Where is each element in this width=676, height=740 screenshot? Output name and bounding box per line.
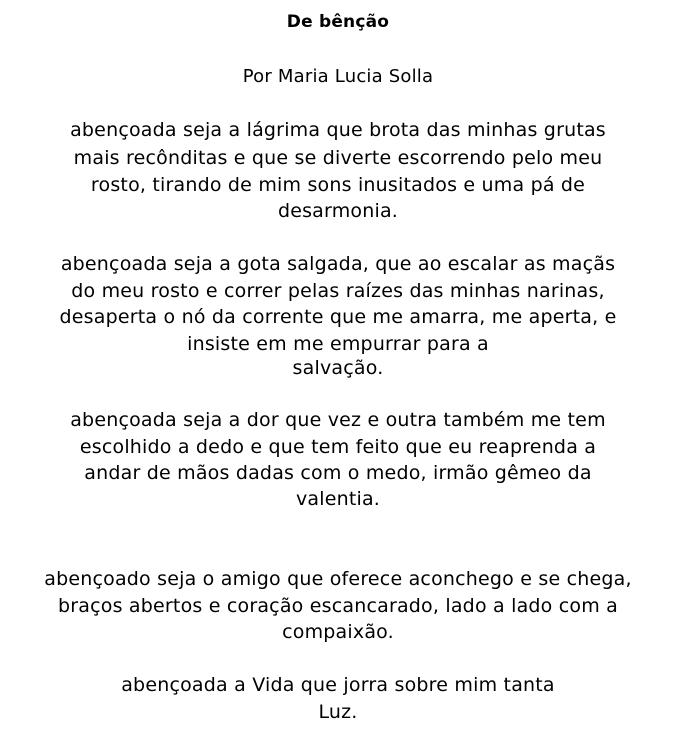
- stanza-3-line-2: escolhido a dedo e que tem feito que eu reaprenda a: [79, 436, 597, 458]
- stanza-2-line-5: salvação.: [292, 357, 384, 379]
- stanza-2-line-1: abençoada seja a gota salgada, que ao escalar as maçãs: [60, 253, 616, 275]
- poem-author: Por Maria Lucia Solla: [242, 66, 434, 87]
- stanza-1-line-1: abençoada seja a lágrima que brota das minhas grutas: [70, 119, 606, 141]
- stanza-3-line-3: andar de mãos dadas com o medo, irmão gêmeo da: [84, 462, 592, 484]
- stanza-1-line-3: rosto, tirando de mim sons inusitados e uma pá de: [90, 174, 586, 196]
- stanza-3-line-1: abençoada seja a dor que vez e outra também me tem: [70, 409, 606, 431]
- stanza-2-line-3: desaperta o nó da corrente que me amarra, me aperta, e: [59, 306, 617, 328]
- stanza-4-line-3: compaixão.: [282, 621, 394, 643]
- stanza-3-line-4: valentia.: [295, 488, 381, 510]
- poem-title: De bênção: [286, 12, 390, 32]
- stanza-2-line-2: do meu rosto e correr pelas raízes das minhas narinas,: [71, 280, 605, 302]
- stanza-4-line-1: abençoado seja o amigo que oferece aconchego e se chega,: [44, 568, 632, 590]
- stanza-2-line-4: insiste em me empurrar para a: [187, 333, 489, 355]
- stanza-1-line-4: desarmonia.: [277, 200, 399, 222]
- stanza-4-line-2: braços abertos e coração escancarado, lado a lado com a: [57, 595, 618, 617]
- stanza-5-line-1: abençoada a Vida que jorra sobre mim tanta: [121, 674, 555, 696]
- stanza-1-line-2: mais recônditas e que se diverte escorrendo pelo meu: [73, 147, 603, 169]
- stanza-5-line-2: Luz.: [318, 701, 358, 723]
